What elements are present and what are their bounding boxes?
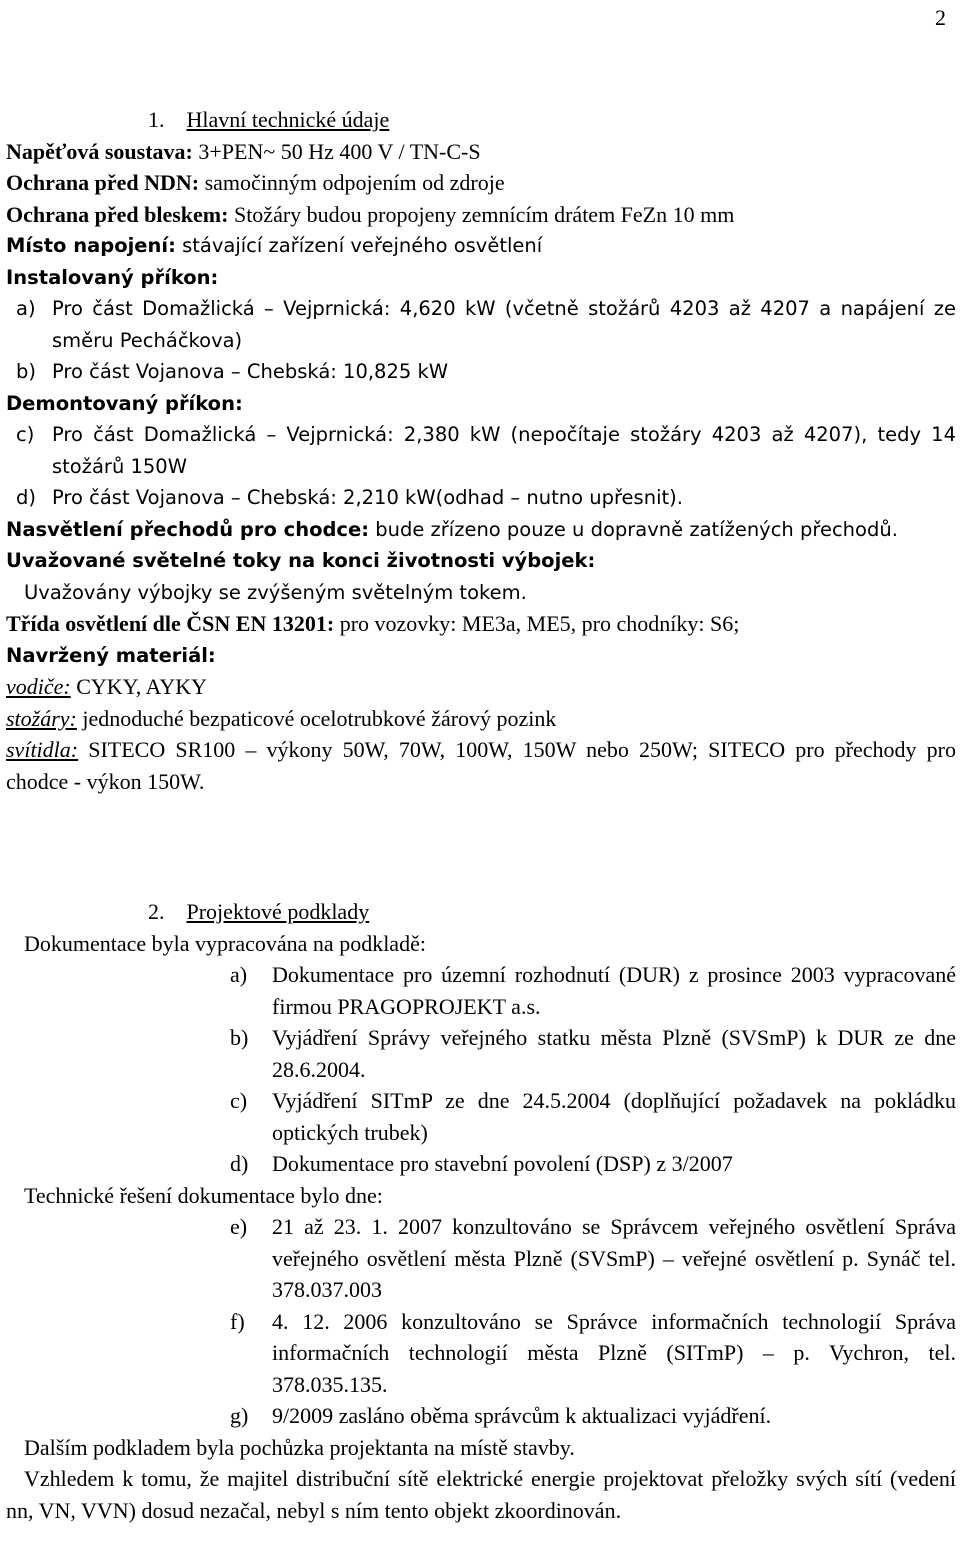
list-text: Vyjádření Správy veřejného statku města Plzně (SVSmP) k DUR ze dne 28.6.2004. [272,1025,956,1082]
flux-text: Uvažovány výbojky se zvýšeným světelným tokem. [24,580,527,604]
section-title: Hlavní technické údaje [186,107,390,132]
docs-list [230,959,956,1180]
list-label: e) [230,1214,248,1239]
poles-value: jednoduché bezpaticové ocelotrubkové žárový pozink [76,705,557,731]
list-item [230,1022,956,1085]
crossing-label: Nasvětlení přechodů pro chodce: [6,517,370,541]
luminaires-value: SITECO SR100 – výkony 50W, 70W, 100W, 150W nebo 250W; SITECO pro přechody pro chodce - výkon 150W. [6,737,956,794]
conductors-line [6,671,956,703]
list-text: Pro část Domažlická – Vejprnická: 2,380 kW (nepočítaje stožáry 4203 až 4207), tedy 14 stožárů 150W [52,423,956,478]
section-heading [6,896,956,928]
section-number: 1. [148,107,165,132]
list-text: Dokumentace pro stavební povolení (DSP) z 3/2007 [272,1151,733,1176]
connection-line [6,230,956,262]
consults-list [230,1211,956,1432]
list-item [230,1148,956,1180]
connection-label: Místo napojení: [6,234,176,257]
list-text: Dokumentace pro územní rozhodnutí (DUR) z prosince 2003 vypracované firmou PRAGOPROJEKT a.s. [272,962,956,1019]
list-item [16,356,956,388]
voltage-label: Napěťová soustava: [6,138,193,164]
list-label: b) [230,1025,249,1050]
list-label: f) [230,1308,245,1334]
list-text: Vyjádření SITmP ze dne 24.5.2004 (doplňující požadavek na pokládku optických trubek) [272,1088,956,1145]
list-item [230,1085,956,1148]
crossing-value: bude zřízeno pouze u dopravně zatížených přechodů. [369,517,898,541]
list-label: b) [16,360,36,383]
list-item [230,1306,956,1401]
poles-line [6,703,956,735]
paragraph-coordination: Vzhledem k tomu, že majitel distribuční sítě elektrické energie projektovat přeložky svých sítí (vedení nn, VN, VVN) dosud nezačal, nebyl s ním tento objekt zkoordinován. [6,1466,956,1523]
list-text: Pro část Vojanova – Chebská: 2,210 kW(odhad – nutno upřesnit). [52,486,683,509]
list-text: Pro část Vojanova – Chebská: 10,825 kW [52,360,449,383]
voltage-line [6,136,956,168]
page-number: 2 [935,5,946,30]
installed-list [16,293,956,388]
lighting-class-line [6,608,956,640]
connection-value: stávající zařízení veřejného osvětlení [175,234,543,257]
voltage-value: 3+PEN~ 50 Hz 400 V / TN-C-S [192,138,481,164]
removed-list [16,419,956,514]
list-item [230,1211,956,1306]
ndn-value: samočinným odpojením od zdroje [199,170,505,195]
list-label: c) [230,1088,248,1113]
paragraph-walkthrough: Dalším podkladem byla pochůzka projektanta na místě stavby. [24,1434,575,1460]
crossing-paragraph [6,514,956,546]
list-label: d) [16,486,36,509]
list-text: 21 až 23. 1. 2007 konzultováno se Správcem veřejného osvětlení Správa veřejného osvětlení města Plzně (SVSmP) – veřejné osvětlení p. Synáč tel. 378.037.003 [272,1214,956,1302]
lightning-line [6,199,956,231]
material-heading: Navržený materiál: [6,643,216,667]
lightning-label: Ochrana před bleskem: [6,201,229,227]
lighting-class-label: Třída osvětlení dle ČSN EN 13201: [6,611,335,636]
ndn-label: Ochrana před NDN: [6,170,200,195]
removed-heading: Demontovaný příkon: [6,391,243,415]
conductors-value: CYKY, AYKY [70,674,208,699]
list-label: c) [16,423,35,446]
list-text: 4. 12. 2006 konzultováno se Správce informačních technologií Správa informačních technologií města Plzně (SITmP) – p. Vychron, tel. 378.035.135. [272,1308,956,1397]
luminaires-paragraph [6,734,956,797]
section-title: Projektové podklady [186,899,370,924]
docs-intro: Dokumentace byla vypracována na podkladě: [24,930,426,956]
luminaires-label: svítidla: [6,737,79,762]
lightning-value: Stožáry budou propojeny zemnícím drátem FeZn 10 mm [228,201,735,227]
list-label: a) [16,297,36,320]
list-label: a) [230,962,248,987]
list-item [16,482,956,514]
list-item [230,1400,956,1432]
tech-intro: Technické řešení dokumentace bylo dne: [24,1182,383,1208]
list-item [16,419,956,482]
lighting-class-value: pro vozovky: ME3a, ME5, pro chodníky: S6; [334,611,740,636]
list-text: Pro část Domažlická – Vejprnická: 4,620 kW (včetně stožárů 4203 až 4207 a napájení ze směru Pecháčkova) [52,297,956,352]
section-number: 2. [148,899,165,924]
installed-heading: Instalovaný příkon: [6,265,219,289]
conductors-label: vodiče: [6,674,71,699]
list-label: g) [230,1403,249,1428]
poles-label: stožáry: [6,705,77,731]
section-project-sources [6,896,956,1526]
section-heading [6,104,956,136]
flux-heading: Uvažované světelné toky na konci životnosti výbojek: [6,549,596,572]
list-item [230,959,956,1022]
list-label: d) [230,1151,249,1176]
section-technical-data [6,104,956,797]
list-item [16,293,956,356]
ndn-line [6,167,956,199]
list-text: 9/2009 zasláno oběma správcům k aktualizaci vyjádření. [272,1403,772,1428]
